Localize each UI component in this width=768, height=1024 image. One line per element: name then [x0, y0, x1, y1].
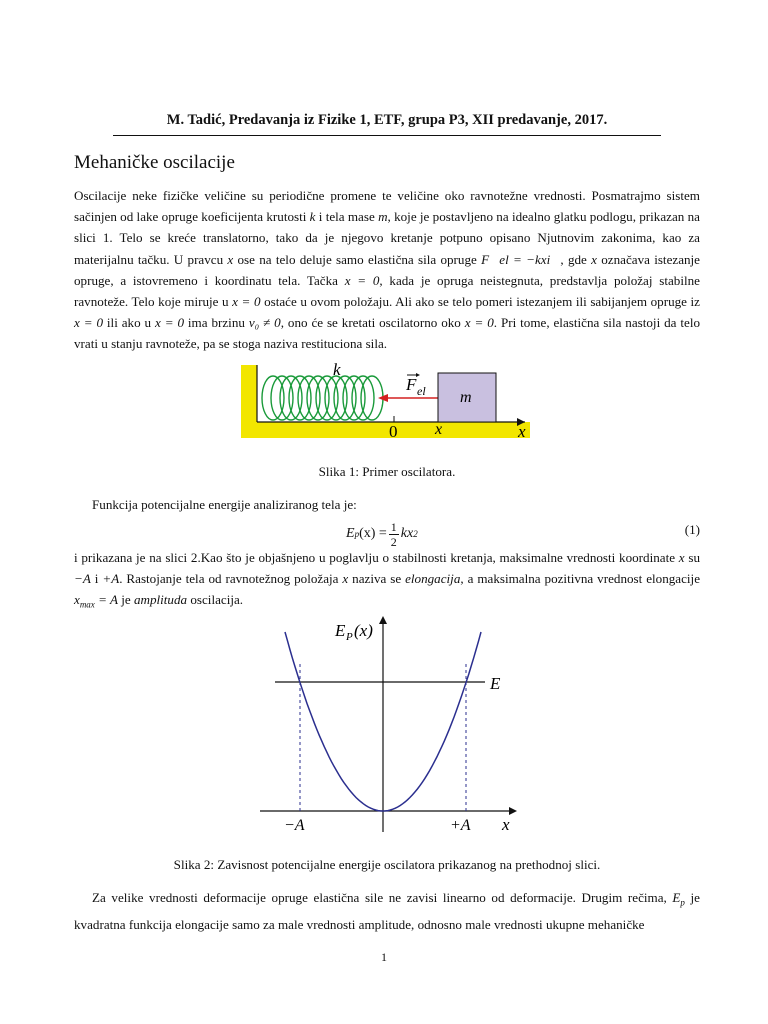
- figure-oscillator: [240, 358, 540, 444]
- label-k: k: [333, 360, 341, 379]
- y-label-arg: (x): [354, 621, 373, 640]
- math-x: x: [342, 571, 349, 587]
- para1-text-1: Oscilacije neke fizičke veličine su periodične promene te veličine oko ravnotežne vrednosti. Posmatrajmo sistem sačinjen od lake opruge koeficijenta krutosti: [74, 188, 700, 225]
- y-axis-arrowhead: [379, 616, 387, 624]
- para1-text-4: ose na telo deluje samo elastična sila opruge: [233, 251, 482, 267]
- paragraph-amplitude: [74, 547, 700, 616]
- equation-number: (1): [684, 522, 700, 537]
- math-k: k: [309, 209, 316, 225]
- para1-text-3: , koje je postavljeno na idealno glatku podlogu, prikazan na slici 1. Telo se kreće translatorno, tako da je njegovo kretanje potpuno opisano Njutnovim zakonima, kao za materijalnu tačku. U pravcu: [74, 209, 700, 267]
- figure-potential-energy: [255, 612, 525, 840]
- para3-text-3: i: [90, 571, 103, 587]
- para4-text-1: Za velike vrednosti deformacije opruge elastična sile ne zavisi linearno od deformacije. Drugim rečima,: [92, 890, 673, 905]
- para3-text-5: naziva se: [348, 571, 406, 587]
- spring: [262, 376, 383, 420]
- energy-label: E: [490, 674, 501, 693]
- math-x-zero: x = 0: [155, 315, 185, 331]
- eq-lhs-arg: (x) =: [359, 526, 387, 541]
- label-minus-a: −A: [284, 817, 305, 834]
- label-x-axis: x: [518, 422, 526, 441]
- eq-rhs: kx: [400, 526, 414, 541]
- label-force: F: [406, 375, 417, 394]
- math-x-zero: x = 0: [232, 294, 261, 310]
- para3-text-6: , a maksimalna pozitivna vrednost elongacije: [460, 571, 701, 587]
- section-title: Mehaničke oscilacije: [74, 152, 235, 173]
- para3-text-1: i prikazana je na slici 2.Kao što je objašnjeno u poglavlju o stabilnosti kretanja, maksimalne vrednosti koordinate: [74, 550, 679, 565]
- para1-text-7: , kada je opruga neistegnuta, predstavlja položaj stabilne ravnoteže. Telo koje miruje u: [74, 272, 700, 310]
- label-force-sub: el: [417, 384, 426, 398]
- eq-lhs: E: [346, 526, 355, 541]
- math-ep: E: [672, 890, 681, 905]
- eq-lhs-sub: p: [354, 529, 360, 539]
- para1-text-12: . Pri tome, elastična sila nastoji da telo vrati u stanju ravnoteže, pa se stoga naziva restituciona sila.: [74, 315, 701, 352]
- math-m: m: [378, 209, 388, 225]
- header-rule: [113, 135, 661, 136]
- para1-text-9: ili ako u: [103, 315, 155, 331]
- para1-text-5: , gde: [560, 251, 592, 267]
- math-x: x: [227, 251, 234, 267]
- term-elongacija: elongacija: [405, 571, 461, 587]
- para1-text-6: označava istezanje opruge, a istovremeno i koordinatu tela. Tačka: [74, 251, 700, 288]
- document-header: M. Tadić, Predavanja iz Fizike 1, ETF, grupa P3, XII predavanje, 2017.: [166, 112, 608, 128]
- math-x-zero: x = 0: [464, 315, 494, 331]
- math-xmax-eq: = A: [94, 592, 118, 608]
- para1-text-8: ostaće u ovom položaju. Ali ako se telo pomeri istezanjem ili sabijanjem opruge iz: [260, 294, 700, 310]
- eq-frac-num: 1: [390, 519, 397, 534]
- label-plus-a: +A: [450, 817, 471, 834]
- label-zero: 0: [389, 422, 398, 441]
- figure2-caption: Slika 2: Zavisnost potencijalne energije oscilatora prikazanog na prethodnoj slici.: [173, 857, 601, 872]
- term-amplituda: amplituda: [133, 592, 188, 608]
- math-ep-sub: p: [680, 897, 685, 908]
- math-xmax: x: [74, 592, 80, 608]
- para1-text-10: ima brzinu: [184, 315, 249, 331]
- para3-text-8: oscilacija.: [187, 592, 244, 608]
- math-x: x: [591, 251, 597, 267]
- paragraph-potential: Funkcija potencijalne energije analiziranog tela je:: [92, 497, 357, 512]
- math-x-zero: x = 0: [344, 272, 380, 288]
- x-label: x: [502, 815, 510, 834]
- para1-text-11: , ono će se kretati oscilatorno oko: [280, 315, 465, 331]
- page-number: 1: [381, 950, 387, 964]
- math-x: x: [678, 550, 685, 565]
- math-x-zero: x = 0: [74, 315, 104, 331]
- paragraph-intro: [74, 185, 700, 355]
- y-label-sub: P: [346, 631, 353, 643]
- para1-text-2: i tela mase: [315, 209, 379, 225]
- math-minus-a: −A: [74, 571, 91, 587]
- figure1-caption: Slika 1: Primer oscilatora.: [318, 464, 456, 479]
- force-vector-tip: [416, 373, 420, 377]
- label-m: m: [460, 389, 472, 406]
- para3-text-4: . Rastojanje tela od ravnotežnog položaja: [119, 571, 343, 587]
- para3-text-2: su: [684, 550, 701, 565]
- eq-rhs-sup: 2: [413, 529, 418, 539]
- rail: [241, 422, 530, 438]
- math-plus-a: +A: [102, 571, 120, 587]
- para4-text-2: je kvadratna funkcija elongacije samo za male vrednosti amplitude, odnosno male vrednosti ukupne mehaničke: [74, 890, 700, 932]
- eq-fraction: [389, 520, 399, 549]
- math-force-equation: F⃗el = −kxi⃗: [481, 251, 561, 267]
- eq-frac-den: 2: [390, 534, 397, 549]
- y-label: E: [335, 621, 346, 640]
- para3-text-7: je: [117, 592, 134, 608]
- math-xmax-sub: max: [79, 600, 95, 611]
- label-x-position: x: [435, 421, 443, 438]
- math-v0: v₀ ≠ 0: [248, 315, 281, 331]
- x-axis-arrowhead: [509, 807, 517, 815]
- paragraph-nonlinear: [74, 887, 700, 935]
